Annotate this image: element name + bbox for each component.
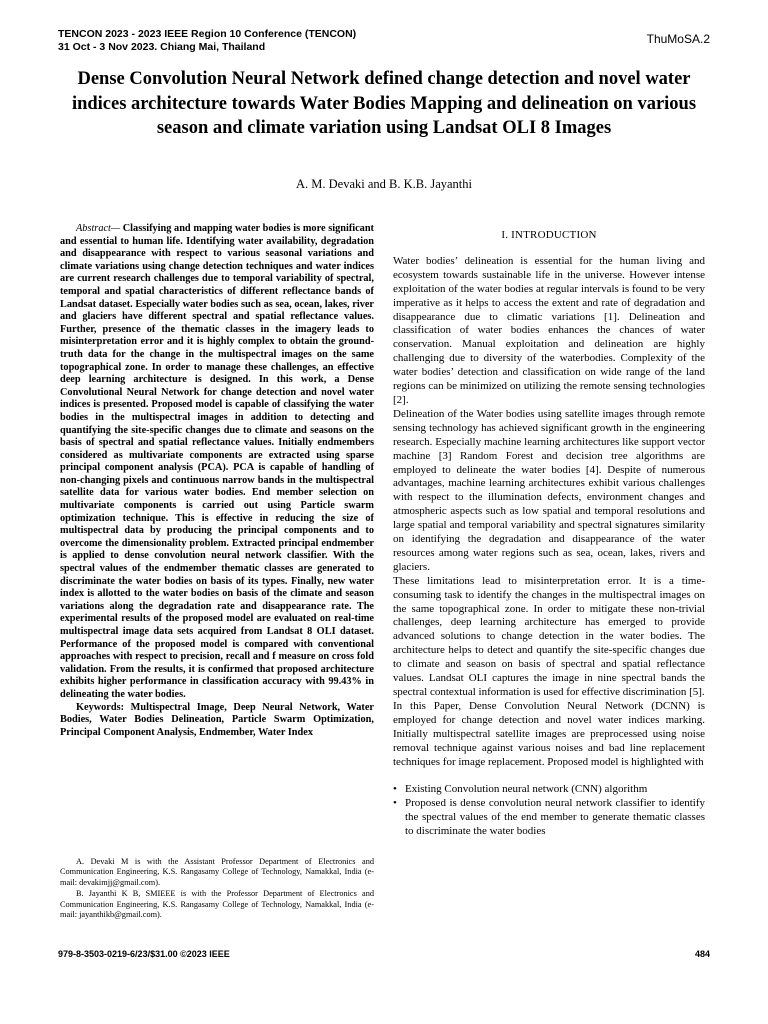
- paper-authors: A. M. Devaki and B. K.B. Jayanthi: [295, 177, 473, 191]
- intro-paragraph: In this Paper, Dense Convolution Neural Network (DCNN) is employed for change detection and novel water indices marking. Initially multispectral satellite images are preprocessed using noise removal technique against various noises and bad line replacement techniques for image replacement. Proposed model is highlighted with: [393, 699, 705, 768]
- footnote-author-a: A. Devaki M is with the Assistant Professor Department of Electronics and Communication Engineering, K.S. Rangasamy College of Technology, Namakkal, India (e-mail: devakimjj@gmail.com).: [60, 857, 374, 887]
- list-item: • Existing Convolution neural network (CNN) algorithm: [393, 783, 705, 797]
- conference-name: TENCON 2023 - 2023 IEEE Region 10 Conference (TENCON): [58, 28, 357, 40]
- paper-title: Dense Convolution Neural Network defined change detection and novel water indices architecture towards Water Bodies Mapping and delineation on various season and climate variation using Landsat OLI 8 Images: [71, 69, 697, 138]
- list-item: • Proposed is dense convolution neural network classifier to identify the spectral values of the end member to generate thematic classes to discriminate the water bodies: [393, 797, 705, 839]
- author-footnotes: [60, 857, 374, 921]
- keywords-paragraph: Keywords: Multispectral Image, Deep Neural Network, Water Bodies, Water Bodies Delineation, Particle Swarm Optimization, Principal Component Analysis, Endmember, Water Index: [60, 701, 374, 738]
- isbn-footer: 979-8-3503-0219-6/23/$31.00 ©2023 IEEE: [58, 949, 230, 959]
- abstract-paragraph: [60, 223, 374, 702]
- intro-paragraph: These limitations lead to misinterpretation error. It is a time-consuming task to identify the changes in the multispectral images on the same topographical zone. In order to mitigate these non-trivial challenges, deep learning architecture has emerged to provide advanced solutions to change detection in the water bodies. The architecture helps to detect and quantify the site-specific changes due to climate and season on basis of spectral and spatial reflectance values. Landsat OLI captures the image in nine spectral bands the spectral contextual information is used for effective discrimination [5].: [393, 574, 705, 698]
- contribution-list: [393, 783, 705, 839]
- abstract-text: Classifying and mapping water bodies is more significant and essential to human life. Identifying water availability, degradation and disappearance with respect to various seasonal variations and climate variations using change detection techniques and water indices are current research challenges due to temporal variability of spectral, temporal and spatial characteristics of different reflectance bands of Landsat dataset. Especially water bodies such as sea, ocean, lakes, river and glaciers have different spectral and spatial reflectance values. Further, presence of the thematic classes in the imagery leads to misinterpretation error and it is highly complex to obtain the ground-truth data for the change in the multispectral images on the same topographical zone. In order to manage these challenges, an effective deep learning architecture is designed. In this work, a Dense Convolutional Neural Network for change detection and novel water indices is presented. Proposed model is capable of classifying the water bodies in the multispectral images in addition to detecting and quantifying the site-specific changes due to climate and seasons on the basis of spectral and spatial reflectance values. Initially endmembers considered as multivariate components are extracted using sparse principal component analysis (PCA). PCA is capable of handling of non-changing pixels and continuous narrow bands in the multispectral satellite data for various water bodies. End member selection on multivariate components is carried out using Particle swarm optimization technique. This is effective in reducing the size of multispectral data by producing the principal components and to overcome the dimensionality problem. Extracted principal endmember is applied to dense convolution neural network classifier. With the spectral values of the endmember thematic classes are generated to discriminate the water bodies on basis of its types. Finally, new water index is allotted to the water bodies on basis of the climate and season variations along the degradation rate and disappearance rate. The experimental results of the proposed model are evaluated on real-time multispectral image data sets acquired from Landsat 8 OLI dataset. Performance of the proposed model is compared with conventional approaches with respect to precision, recall and f measure on cross fold validation. From the results, it is confirmed that proposed architecture exhibits higher performance in classification accuracy with 99.43% in delineating the water bodies.: [60, 223, 374, 700]
- conference-dates: 31 Oct - 3 Nov 2023. Chiang Mai, Thailand: [58, 41, 266, 53]
- abstract-label: Abstract—: [76, 223, 121, 234]
- right-column: [393, 229, 705, 839]
- left-column: [60, 223, 374, 739]
- session-code: ThuMoSA.2: [646, 32, 710, 46]
- intro-paragraph: Delineation of the Water bodies using satellite images through remote sensing technology has achieved significant growth in the engineering research. Especially machine learning architectures like support vector machine [3] Random Forest and decision tree algorithms are employed to delineate the water bodies [4]. Despite of numerous advantages, machine learning architectures exhibit various challenges with respect to the illumination defects, environment changes and atmospheric aspects such as low spatial and temporal resolutions and large spatial and temporal variability and spectral signatures similarity on identifying the degradation and disappearance of the water resources among water regions such as sea, ocean, lakes, rivers and glaciers.: [393, 407, 705, 573]
- intro-paragraph: Water bodies’ delineation is essential for the human living and ecosystem towards sustainable life in the universe. However intense exploitation of the water bodies at regular intervals is found to be very imperative as it helps to access the extent and rate of degradation and disappearance due to climatic variations [1]. Delineation and classification of water bodies enhances the chances of water conservation. Manual exploitation and delineation are highly challenging due to diversity of the waterbodies. Complexity of the water bodies’ detection and classification on wide range of the land regions can be minimized on utilizing the remote sensing technologies [2].: [393, 254, 705, 406]
- conference-header: [58, 28, 356, 54]
- footnote-author-b: B. Jayanthi K B, SMIEEE is with the Professor Department of Electronics and Communication Engineering, K.S. Rangasamy College of Technology, Namakkal, India (e-mail: jayanthikb@gmail.com).: [60, 889, 374, 920]
- page-number: 484: [694, 949, 710, 959]
- section-heading-introduction: I. INTRODUCTION: [501, 229, 597, 241]
